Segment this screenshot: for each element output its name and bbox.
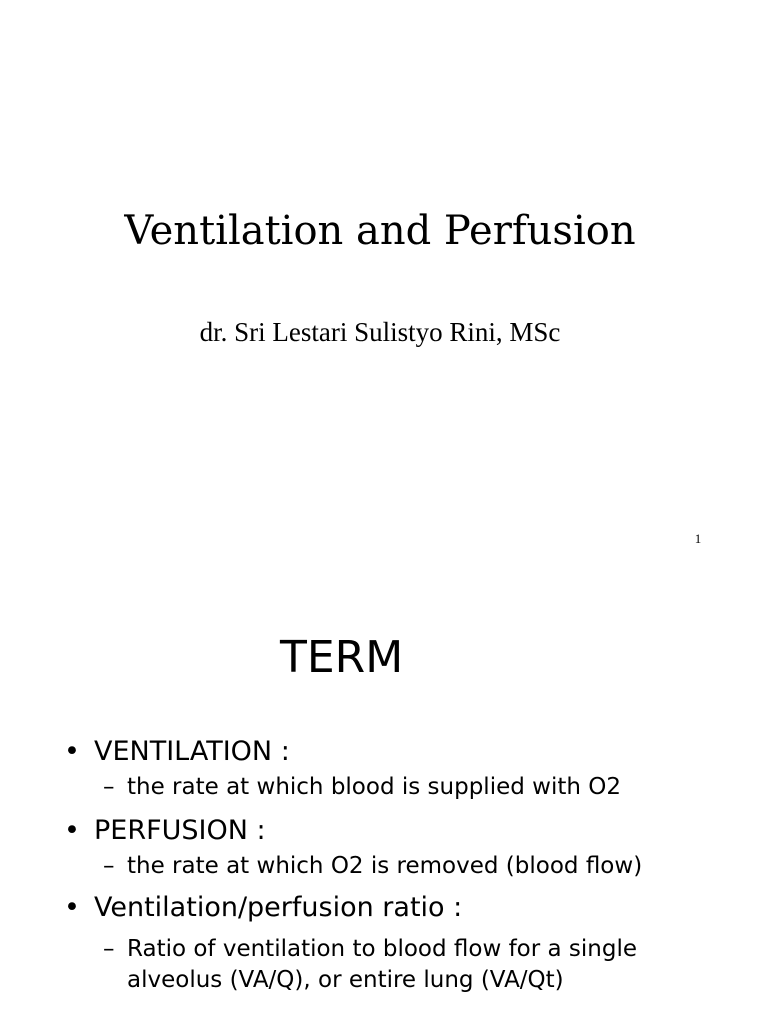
slide-subtitle-author: dr. Sri Lestari Sulistyo Rini, MSc: [199, 317, 561, 347]
sub-bullet-marker: –: [103, 853, 115, 879]
bullet-marker: •: [64, 736, 80, 767]
slide-2: [0, 576, 768, 1024]
slide-number: 1: [694, 531, 702, 546]
bullet-item-ventilation: [0, 734, 768, 803]
sub-bullet-text: the rate at which blood is supplied with O2: [127, 774, 621, 800]
bullet-label: VENTILATION :: [94, 736, 290, 767]
slide-title: Ventilation and Perfusion: [124, 208, 636, 254]
sub-bullet-marker: –: [103, 936, 115, 962]
bullet-label: Ventilation/perfusion ratio :: [94, 892, 463, 923]
bullet-item-perfusion: [0, 813, 768, 882]
sub-bullet-text: the rate at which O2 is removed (blood flow): [127, 853, 643, 879]
bullet-marker: •: [64, 815, 80, 846]
bullet-marker: •: [64, 892, 80, 923]
bullet-item-ratio: [0, 890, 768, 996]
slide-title: TERM: [280, 632, 404, 683]
sub-bullet-marker: –: [103, 774, 115, 800]
sub-bullet-text: Ratio of ventilation to blood flow for a single alveolus (VA/Q), or entire lung (VA/Qt): [127, 936, 637, 993]
bullet-label: PERFUSION :: [94, 815, 266, 846]
bullet-list: [0, 734, 768, 1002]
